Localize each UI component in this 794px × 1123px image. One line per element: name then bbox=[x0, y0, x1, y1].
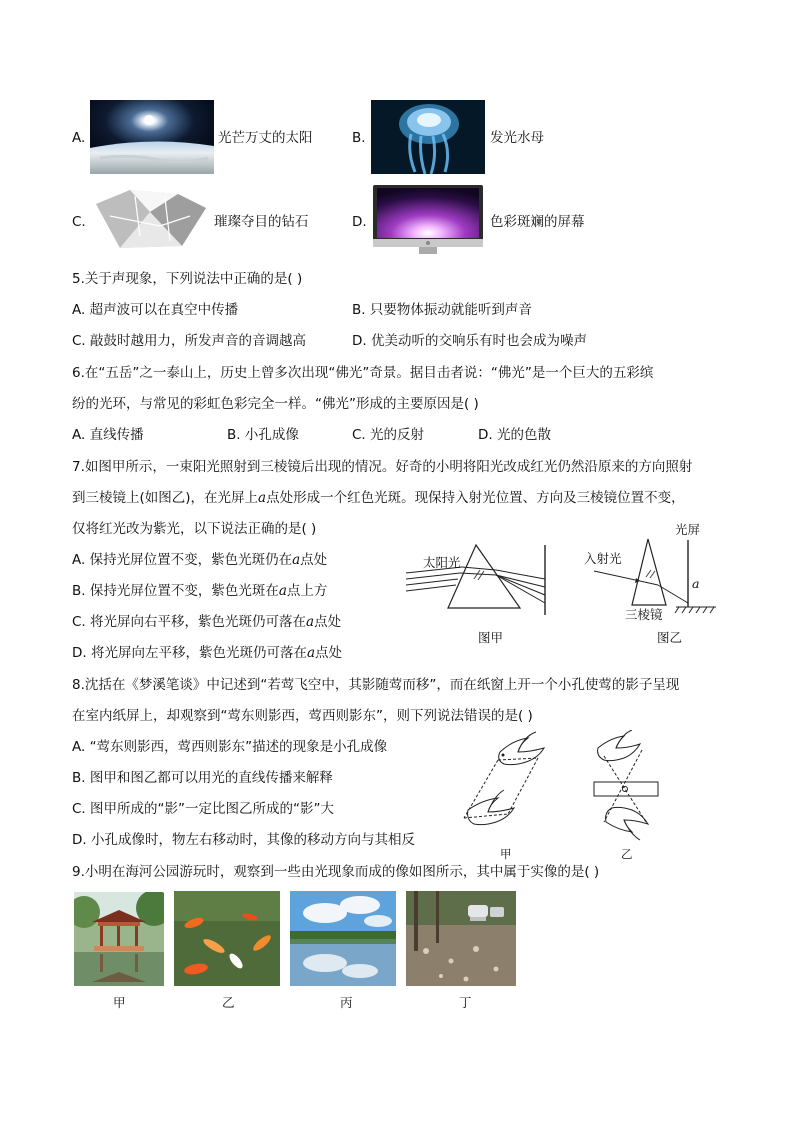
option-c-caption: 璀璨夺目的钻石 bbox=[214, 214, 309, 230]
incident-light-label: 入射光 bbox=[584, 551, 622, 566]
option-b-caption: 发光水母 bbox=[490, 130, 544, 146]
q8-option-d[interactable]: D. 小孔成像时，物左右移动时，其像的移动方向与其相反 bbox=[72, 832, 415, 848]
q5-stem: 5.关于声现象，下列说法中正确的是( ) bbox=[72, 271, 303, 287]
q7-stem-line1: 7.如图甲所示，一束阳光照射到三棱镜后出现的情况。好奇的小明将阳光改成红光仍然沿原来的方向照射 bbox=[72, 459, 693, 475]
bird-figure-yi-caption: 乙 bbox=[621, 847, 633, 861]
q6-option-a[interactable]: A. 直线传播 bbox=[72, 427, 144, 443]
photo-caption-bing: 丙 bbox=[340, 995, 353, 1010]
figure-yi-caption: 图乙 bbox=[657, 630, 683, 645]
q5-option-a[interactable]: A. 超声波可以在真空中传播 bbox=[72, 302, 239, 318]
prism-label: 三棱镜 bbox=[625, 607, 663, 622]
photo-caption-jia: 甲 bbox=[113, 995, 126, 1010]
option-d-letter[interactable]: D. bbox=[352, 214, 367, 230]
q8-stem-line1: 8.沈括在《梦溪笔谈》中记述到“若莺飞空中，其影随莺而移”，而在纸窗上开一个小孔使莺的影子呈现 bbox=[72, 677, 680, 693]
photo-caption-ding: 丁 bbox=[459, 995, 472, 1010]
screen-label: 光屏 bbox=[675, 522, 701, 537]
q7-option-d[interactable]: D. 将光屏向左平移，紫色光斑仍可落在a点处 bbox=[72, 645, 343, 661]
q5-option-c[interactable]: C. 敲鼓时越用力，所发声音的音调越高 bbox=[72, 333, 307, 349]
monitor-photo bbox=[371, 184, 485, 256]
q6-option-b[interactable]: B. 小孔成像 bbox=[227, 427, 299, 443]
bird-shadow-diagram bbox=[458, 730, 668, 850]
option-b-letter[interactable]: B. bbox=[352, 130, 366, 146]
bird-figure-jia-caption: 甲 bbox=[500, 847, 512, 861]
q6-stem-line2: 纷的光环，与常见的彩虹色彩完全一样。“佛光”形成的主要原因是( ) bbox=[72, 396, 479, 412]
diamond-photo bbox=[90, 186, 210, 254]
q5-option-d[interactable]: D. 优美动听的交响乐有时也会成为噪声 bbox=[352, 333, 587, 349]
q8-option-a[interactable]: A. “莺东则影西，莺西则影东”描述的现象是小孔成像 bbox=[72, 739, 388, 755]
q9-stem: 9.小明在海河公园游玩时，观察到一些由光现象而成的像如图所示，其中属于实像的是( ) bbox=[72, 864, 600, 880]
option-a-caption: 光芒万丈的太阳 bbox=[218, 130, 313, 146]
option-a-letter[interactable]: A. bbox=[72, 130, 86, 146]
q8-option-c[interactable]: C. 图甲所成的“影”一定比图乙所成的“影”大 bbox=[72, 801, 334, 817]
q8-stem-line2: 在室内纸屏上，却观察到“莺东则影西，莺西则影东”，则下列说法错误的是( ) bbox=[72, 708, 533, 724]
figure-yi bbox=[594, 730, 658, 840]
q7-stem-line2: 到三棱镜上(如图乙)，在光屏上a点处形成一个红色光斑。现保持入射光位置、方向及三棱镜位置不变， bbox=[72, 490, 685, 506]
tree-shadow-road-photo bbox=[406, 891, 516, 986]
option-c-letter[interactable]: C. bbox=[72, 214, 86, 230]
q5-option-b[interactable]: B. 只要物体振动就能听到声音 bbox=[352, 302, 532, 318]
figure-jia-caption: 图甲 bbox=[478, 630, 504, 645]
q7-option-b[interactable]: B. 保持光屏位置不变，紫色光斑在a点上方 bbox=[72, 583, 328, 599]
jellyfish-photo bbox=[371, 100, 485, 174]
sunlight-label: 太阳光 bbox=[423, 555, 461, 570]
q8-option-b[interactable]: B. 图甲和图乙都可以用光的直线传播来解释 bbox=[72, 770, 333, 786]
q6-stem-line1: 6.在“五岳”之一泰山上，历史上曾多次出现“佛光”奇景。据目击者说：“佛光”是一个巨大的五彩缤 bbox=[72, 365, 654, 381]
pavilion-reflection-photo bbox=[74, 892, 164, 986]
option-d-caption: 色彩斑斓的屏幕 bbox=[490, 214, 585, 230]
point-a-label: a bbox=[692, 576, 700, 591]
sun-earth-photo bbox=[90, 100, 214, 174]
q7-stem-line3: 仅将红光改为紫光，以下说法正确的是( ) bbox=[72, 521, 317, 537]
q6-option-c[interactable]: C. 光的反射 bbox=[352, 427, 425, 443]
q7-option-a[interactable]: A. 保持光屏位置不变，紫色光斑仍在a点处 bbox=[72, 552, 328, 568]
photo-caption-yi: 乙 bbox=[222, 995, 235, 1010]
lake-reflection-photo bbox=[290, 891, 396, 986]
q7-option-c[interactable]: C. 将光屏向右平移，紫色光斑仍可落在a点处 bbox=[72, 614, 342, 630]
koi-fish-photo bbox=[174, 891, 280, 986]
figure-jia bbox=[464, 732, 544, 825]
q6-option-d[interactable]: D. 光的色散 bbox=[478, 427, 551, 443]
